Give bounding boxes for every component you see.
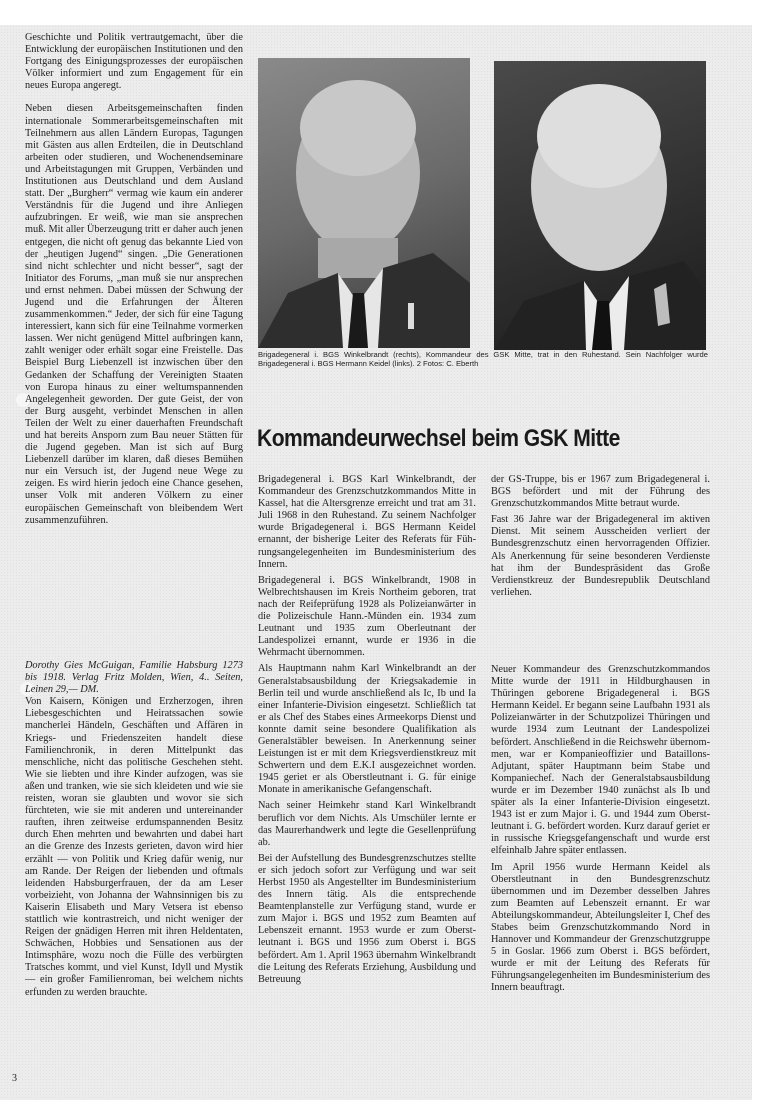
paragraph: Geschichte und Politik vertrautgemacht, über die Entwicklung der europäischen Institutionen und den Fortgang des Einigungsprozesses der europäischen Völker informiert und zum Engagement für ein neues Europa angeregt. bbox=[25, 32, 243, 92]
paragraph: Als Hauptmann nahm Karl Winkelbrandt an der Generalstabsausbildung der Kriegsakademie in Berlin teil und wurde anschließend als Ic, Ib und Ia einer Infanterie-Division eingesetzt. Schließlich tat er als Chef des Stabes eines Armeekorps Dienst und konnte damit seine besondere Qualifikation als Generalstäbler beweisen. In Anerkennung seiner Leistungen ist er mit dem Kriegsverdienstkreuz mit Schwertern und dem E.K.I ausgezeichnet worden. 1945 geriet er als Oberstleutnant i. G. für einige Monate in amerikanische Gefangenschaft. bbox=[258, 663, 476, 796]
paragraph: Nach seiner Heimkehr stand Karl Winkelbrandt beruflich vor dem Nichts. Als Umschüler lernte er das Maurerhandwerk und legte die Gesellenprüfung ab. bbox=[258, 800, 476, 848]
article-middle-column bbox=[258, 474, 476, 990]
photo-caption: Brigadegeneral i. BGS Winkelbrandt (rechts), Kommandeur des GSK Mitte, trat in den Ruhestand. Sein Nachfolger wurde Brigadegeneral i. BGS Hermann Keidel (links). 2 Fotos: C. Eberth bbox=[258, 350, 708, 368]
paragraph: Brigadegeneral i. BGS Winkelbrandt, 1908 in Welbrechtshausen im Kreis Northeim geboren, trat nach der Reifeprüfung 1928 als Polizeianwärter in die Polizeischule Hann.-Münden ein. 1934 zum Leutnant und 1935 zum Oberleutnant der Landespolizei ernannt, wurde er 1936 in die Wehrmacht übernommen. bbox=[258, 574, 476, 659]
article-headline: Kommandeurwechsel beim GSK Mitte bbox=[257, 425, 620, 452]
paragraph: Im April 1956 wurde Hermann Keidel als Oberstleutnant in den Bundesgrenzschutz übernommen und im Dezember desselben Jahres zum Beamten auf Lebenszeit ernannt. Er war Abteilungskommandeur, Abteilungsleiter I, Chef des Stabes beim Grenzschutzkommando Nord in Hannover und Kommandeur der Grenzschutzgruppe 5 in Goslar. 1966 zum Oberst i. BGS befördert, wurde er mit der Leitung des Referats für Führungsangelegenheiten im Bundesministerium des Innern beauftragt. bbox=[491, 861, 710, 994]
paragraph: Brigadegeneral i. BGS Karl Winkelbrandt, der Kommandeur des Grenzschutzkommandos Mitte in Kassel, hat die Altersgrenze erreicht und trat am 31. Juli 1968 in den Ruhestand. Zu seinem Nachfolger wurde Brigadegeneral i. BGS Hermann Keidel ernannt, der bisherige Leiter des Referats für Führungsangelegenheiten im Bundesministerium des Innern. bbox=[258, 474, 476, 570]
article-right-column-bottom bbox=[491, 664, 710, 999]
paragraph: Bei der Aufstellung des Bundesgrenzschutzes stellte er sich jedoch sofort zur Verfügung und war seit Herbst 1950 als Angestellter im Bundesministerium des Innern tätig. Als die entsprechende Beamtenplanstelle zur Verfügung stand, wurde er zum Major i. BGS und 1952 zum Beamten auf Lebenszeit ernannt. 1953 wurde er zum Oberstleutnant i. BGS und 1956 zum Oberst i. BGS befördert. Am 1. April 1963 übernahm Winkelbrandt die Leitung des Referats Erziehung, Ausbildung und Betreuung bbox=[258, 852, 476, 985]
page-number: 3 bbox=[12, 1073, 17, 1084]
paragraph: Neben diesen Arbeitsgemeinschaften finden internationale Sommerarbeitsgemeinschaften mit Teilnehmern aus allen Ländern Europas, Tagungen mit Gästen aus allen Erdteilen, die in Deutschland arbeiten oder studieren, und Wochenendseminare und Arbeitstagungen mit Gruppen, Verbänden und Institutionen aus Deutschland und dem Ausland statt. Der „Burgherr“ vermag wie kaum ein anderer Verständnis für die Jugend und ihre Anliegen aufzubringen. Er weiß, wie man sie ansprechen muß. Mit aller Überzeugung tritt er daher auch jenen entgegen, die nicht oft genug das bekannte Lied von der „heutigen Jugend“ singen. „Die Generationen sind nicht schlechter und nicht besser“, sagt der Initiator des Forums, „man muß sie nur ansprechen und ernst nehmen. Dabei müssen der Schwung der Jugend und die Erfahrungen der Älteren zusammenkommen.“ Jeder, der sich für eine Tagung interessiert, kann sich für eine Teilnahme vormerken lassen. Wer nicht genügend Mittel aufbringen kann, zahlt weniger oder erhält sogar eine Freistelle. Das Beispiel Burg Liebenzell ist inzwischen über den Gedanken der Schaffung der Vereinigten Staaten von Europa hinaus zu einer weltumspannenden Angelegenheit geworden. Der gute Geist, der von der Burg ausgeht, verbindet Menschen in allen Teilen der Welt zu einer dauerhaften Freundschaft und hat bereits Ansporn zum Bau neuer Stätten für die Jugend gegeben. Man ist sich auf Burg Liebenzell darüber im klaren, daß dieses Bemühen nur ein Versuch ist, der Jugend neue Wege zu zeigen. Es wird hierin jedoch eine Chance gesehen, unser Volk mit anderen Völkern zu einer europäischen Gemeinschaft von bleibendem Wert zusammenzuführen. bbox=[25, 103, 243, 526]
paragraph: Fast 36 Jahre war der Brigadegeneral im aktiven Dienst. Mit seinem Ausscheiden verliert der Bundesgrenzschutz einen hervorragenden Offizier. Als Anerkennung für seine besonderen Verdienste hat ihm der Bundespräsident das Große Verdienstkreuz der Bundesrepublik Deutschland verliehen. bbox=[491, 514, 710, 598]
book-reference: Dorothy Gies McGuigan, Familie Habsburg 1273 bis 1918. Verlag Fritz Molden, Wien, 4.. Seiten, Leinen 29,— DM. bbox=[25, 660, 243, 696]
book-review-body: Von Kaisern, Königen und Erzherzogen, ihren Liebesgeschichten und Heiratssachen sowie mancherlei Händeln, Geschäften und Affären in Kriegs- und Friedenszeiten handelt diese Familienchronik, in deren Mittelpunkt das menschliche, nicht das politische Geschehen steht. Wie sie liebten und ihre Kinder aufzogen, was sie aßen und tranken, wie sie sich kleideten und wie sie reisten, woran sie glaubten und wovor sie sich fürchteten, wie sie mit anderen und untereinander rauften, ihren zeitweise erdumspannenden Besitz durch Ehen mehrten und bewahrten und dabei hart an die Grenze des Inzests gerieten, davon wird hier erzählt — von Politik und Krieg dafür wenig, nur am Rande. Der Reigen der liebenden und oftmals leidenden Habsburgerfrauen, der da am Leser vorbeizieht, von Johanna der Wahnsinnigen bis zu Kaiserin Elisabeth und Mary Vetsera ist ebenso stattlich wie kontrastreich, und nicht weniger der Reigen der gnädigen Herren mit ihren Heldentaten, Schwächen, Hobbies und Sensationen aus der Intimsphäre, wozu noch die Fülle des verbürgten Tratsches kommt, und viel Kunst, Idyll und Mystik — ein großer Familienroman, bei welchem nichts erfunden zu werden brauchte. bbox=[25, 696, 243, 998]
left-column-article bbox=[25, 32, 243, 531]
article-right-column-top bbox=[491, 474, 710, 603]
portrait-photo-left bbox=[258, 58, 470, 348]
portrait-left-icon bbox=[258, 58, 470, 348]
paragraph: Neuer Kommandeur des Grenzschutzkommandos Mitte wurde der 1911 in Hildburghausen in Thüringen geborene Brigadegeneral i. BGS Hermann Keidel. Er begann seine Laufbahn 1931 als Polizeianwärter in der Schutzpolizei Thüringen und wurde 1934 zum Leutnant der Landespolizei befördert. Anschließend in die Reichswehr übernommen, war er Kompanieoffizier und Bataillons-Adjutant, später Hauptmann beim Stabe und Kompaniechef. Nach der Generalstabsausbildung wurde er im Dezember 1940 zunächst als Ib und später als Ia einer Infanterie-Division eingesetzt. 1943 ist er zum Major i. G. und 1944 zum Oberstleutnant i. G. befördert worden. Kurz darauf geriet er in russische Kriegsgefangenschaft und wurde erst elfeinhalb Jahre später entlassen. bbox=[491, 664, 710, 857]
paragraph: der GS-Truppe, bis er 1967 zum Brigadegeneral i. BGS befördert und mit der Führung des Grenzschutzkommandos Mitte betraut wurde. bbox=[491, 474, 710, 510]
book-review bbox=[25, 660, 243, 1003]
portrait-photo-right bbox=[494, 61, 706, 350]
portrait-right-icon bbox=[494, 61, 706, 350]
